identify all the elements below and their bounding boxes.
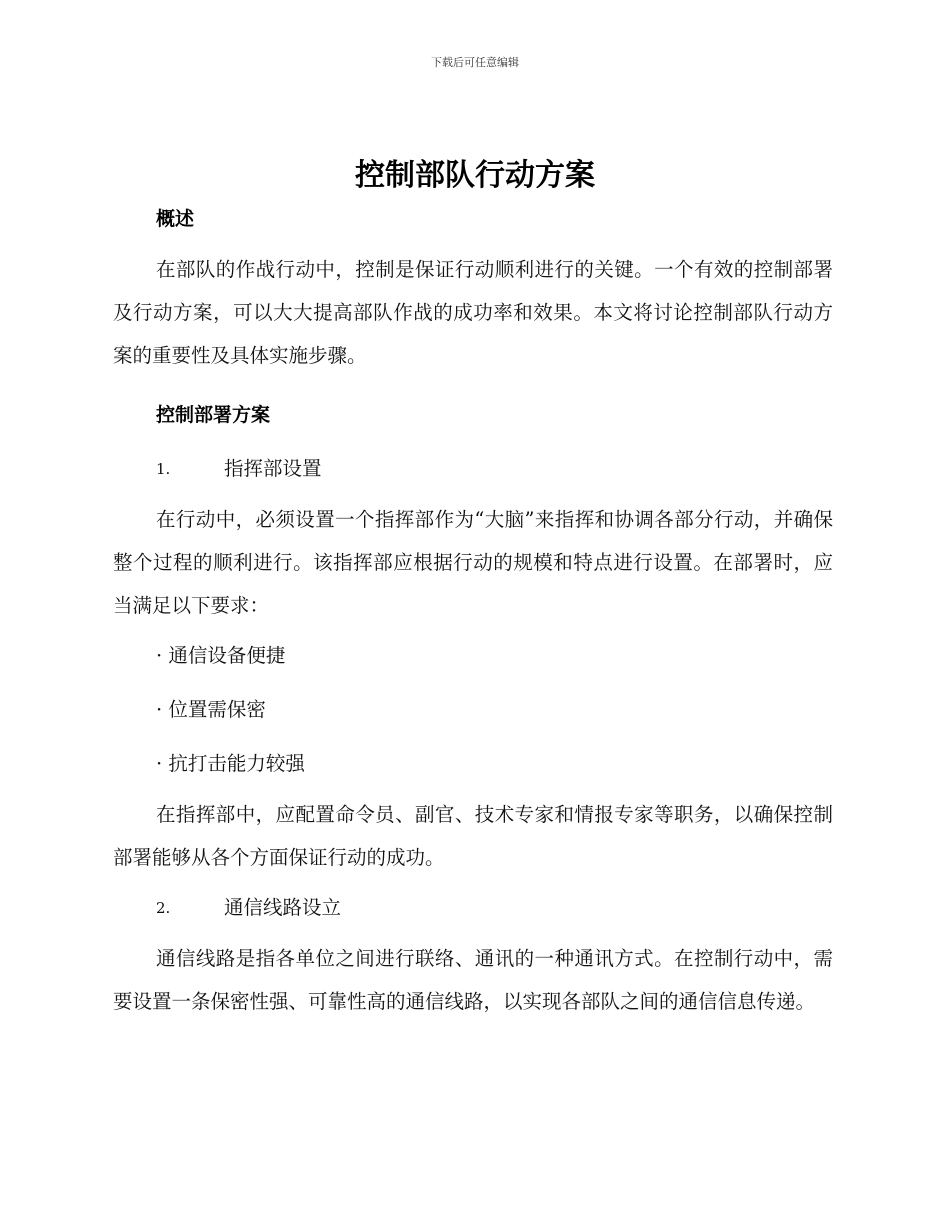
overview-paragraph: 在部队的作战行动中，控制是保证行动顺利进行的关键。一个有效的控制部署及行动方案，可以大大提高部队作战的成功率和效果。本文将讨论控制部队行动方案的重要性及具体实施步骤。 [113,258,833,367]
command-post-paragraph: 在行动中，必须设置一个指挥部作为“大脑”来指挥和协调各部分行动，并确保整个过程的顺利进行。该指挥部应根据行动的规模和特点进行设置。在部署时，应当满足以下要求： [113,508,833,617]
section-heading-overview: 概述 [156,208,195,230]
numbered-item-2 [156,892,833,924]
section-heading-deployment: 控制部署方案 [156,404,271,426]
bullet-item: · 通信设备便捷 [156,644,286,667]
communication-paragraph: 通信线路是指各单位之间进行联络、通讯的一种通讯方式。在控制行动中，需要设置一条保密性强、可靠性高的通信线路，以实现各部队之间的通信信息传递。 [113,947,833,1013]
item-label: 通信线路设立 [224,896,342,919]
item-label: 指挥部设置 [224,457,322,480]
page-header: 下载后可任意编辑 [431,56,519,69]
item-number: 1. [156,460,171,478]
bullet-item: · 位置需保密 [156,698,266,721]
item-number: 2. [156,899,171,917]
document-title: 控制部队行动方案 [355,158,595,193]
document-body [113,203,833,1023]
numbered-item-1 [156,453,833,485]
staffing-paragraph: 在指挥部中，应配置命令员、副官、技术专家和情报专家等职务，以确保控制部署能够从各个方面保证行动的成功。 [113,803,833,869]
bullet-item: · 抗打击能力较强 [156,752,305,775]
